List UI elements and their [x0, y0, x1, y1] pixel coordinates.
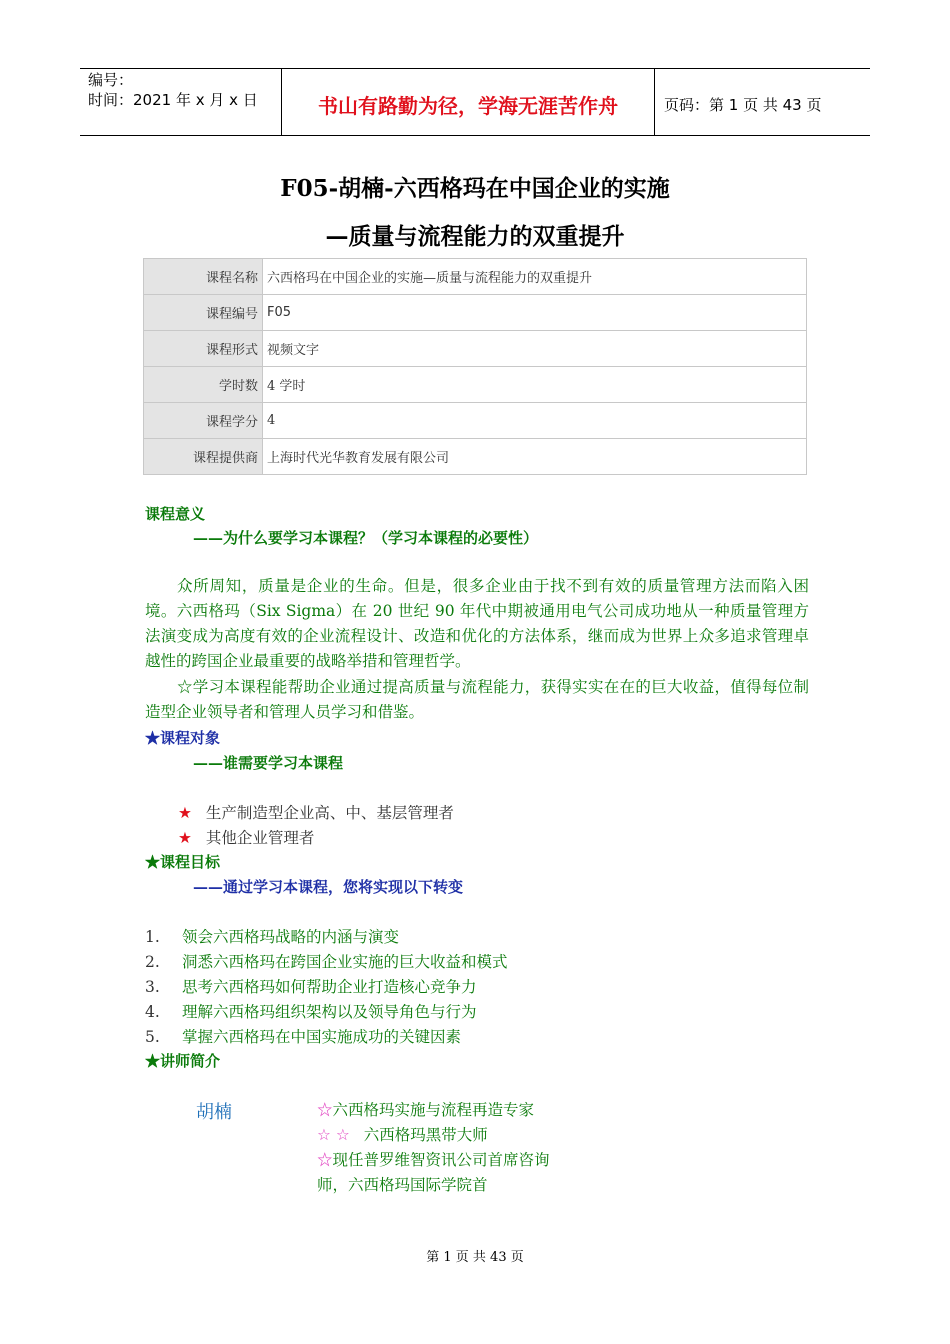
list-item: 3. 思考六西格玛如何帮助企业打造核心竞争力 [145, 978, 477, 996]
time-label: 时间：2021 年 x 月 x 日 [88, 91, 258, 109]
table-row [144, 403, 807, 439]
table-row [144, 295, 807, 331]
section-goals-sub: ——通过学习本课程，您将实现以下转变 [193, 878, 464, 896]
bio-line: ☆现任普罗维智资讯公司首席咨询师，六西格玛国际学院首 [317, 1151, 550, 1194]
info-key: 课程学分 [144, 403, 263, 439]
section-meaning-heading: 课程意义 [145, 505, 206, 523]
info-value: 上海时代光华教育发展有限公司 [263, 439, 807, 475]
info-value: F05 [263, 295, 807, 331]
star-outline-icon: ☆ [317, 1151, 333, 1169]
table-row [144, 331, 807, 367]
info-key: 学时数 [144, 367, 263, 403]
section-meaning-sub: ——为什么要学习本课程？（学习本课程的必要性） [193, 529, 539, 547]
meaning-paragraph-2: ☆学习本课程能帮助企业通过提高质量与流程能力，获得实实在在的巨大收益，值得每位制造型企业领导者和管理人员学习和借鉴。 [145, 678, 809, 721]
table-row [144, 259, 807, 295]
info-value: 4 学时 [263, 367, 807, 403]
header-divider-2 [654, 69, 655, 135]
info-key: 课程形式 [144, 331, 263, 367]
info-value: 六西格玛在中国企业的实施—质量与流程能力的双重提升 [263, 259, 807, 295]
bio-line: ☆六西格玛实施与流程再造专家 [317, 1101, 535, 1119]
meaning-paragraph-1: 众所周知，质量是企业的生命。但是，很多企业由于找不到有效的质量管理方法而陷入困境。六西格玛（Six Sigma）在 20 世纪 90 年代中期被通用电气公司成功地从一种质量管理方法演变成为高度有效的企业流程设计、改造和优化的方法体系，继而成为世界上众多追求管理卓越性的跨国企业最重要的战略举措和管理哲学。 [145, 577, 809, 670]
header-meta [88, 70, 258, 110]
course-info-table [143, 258, 807, 475]
number-label: 编号： [88, 71, 134, 89]
lecturer-name: 胡楠 [196, 1102, 232, 1123]
info-key: 课程名称 [144, 259, 263, 295]
info-key: 课程提供商 [144, 439, 263, 475]
table-row [144, 439, 807, 475]
list-item: 5. 掌握六西格玛在中国实施成功的关键因素 [145, 1028, 462, 1046]
doc-title: F05-胡楠-六西格玛在中国企业的实施 [280, 175, 670, 202]
doc-subtitle: —质量与流程能力的双重提升 [325, 223, 625, 250]
goals-list [145, 925, 508, 1050]
info-value: 视频文字 [263, 331, 807, 367]
star-outline-icon: ☆ ☆ [317, 1126, 350, 1144]
header-motto: 书山有路勤为径，学海无涯苦作舟 [318, 94, 618, 118]
section-audience-sub: ——谁需要学习本课程 [193, 754, 344, 772]
info-key: 课程编号 [144, 295, 263, 331]
bullet-star-icon: ★ [178, 829, 192, 847]
list-item: 1. 领会六西格玛战略的内涵与演变 [145, 928, 400, 946]
list-item: 4. 理解六西格玛组织架构以及领导角色与行为 [145, 1003, 477, 1021]
page-footer: 第 1 页 共 43 页 [426, 1250, 524, 1265]
header-bottom-rule [80, 135, 870, 136]
bullet-star-icon: ★ [178, 804, 192, 822]
header-top-rule [80, 68, 870, 69]
list-item: 2. 洞悉六西格玛在跨国企业实施的巨大收益和模式 [145, 953, 508, 971]
table-row [144, 367, 807, 403]
bio-line: ☆ ☆ 六西格玛黑带大师 [317, 1126, 488, 1144]
lecturer-bio [317, 1098, 552, 1198]
info-value: 4 [263, 403, 807, 439]
list-item: ★ 生产制造型企业高、中、基层管理者 [178, 804, 454, 822]
star-outline-icon: ☆ [317, 1101, 333, 1119]
section-audience-heading: ★课程对象 [145, 729, 221, 747]
header-page-label: 页码：第 1 页 共 43 页 [664, 96, 822, 114]
list-item: ★ 其他企业管理者 [178, 829, 315, 847]
section-goals-heading: ★课程目标 [145, 853, 221, 871]
section-lecturer-heading: ★讲师简介 [145, 1052, 221, 1070]
